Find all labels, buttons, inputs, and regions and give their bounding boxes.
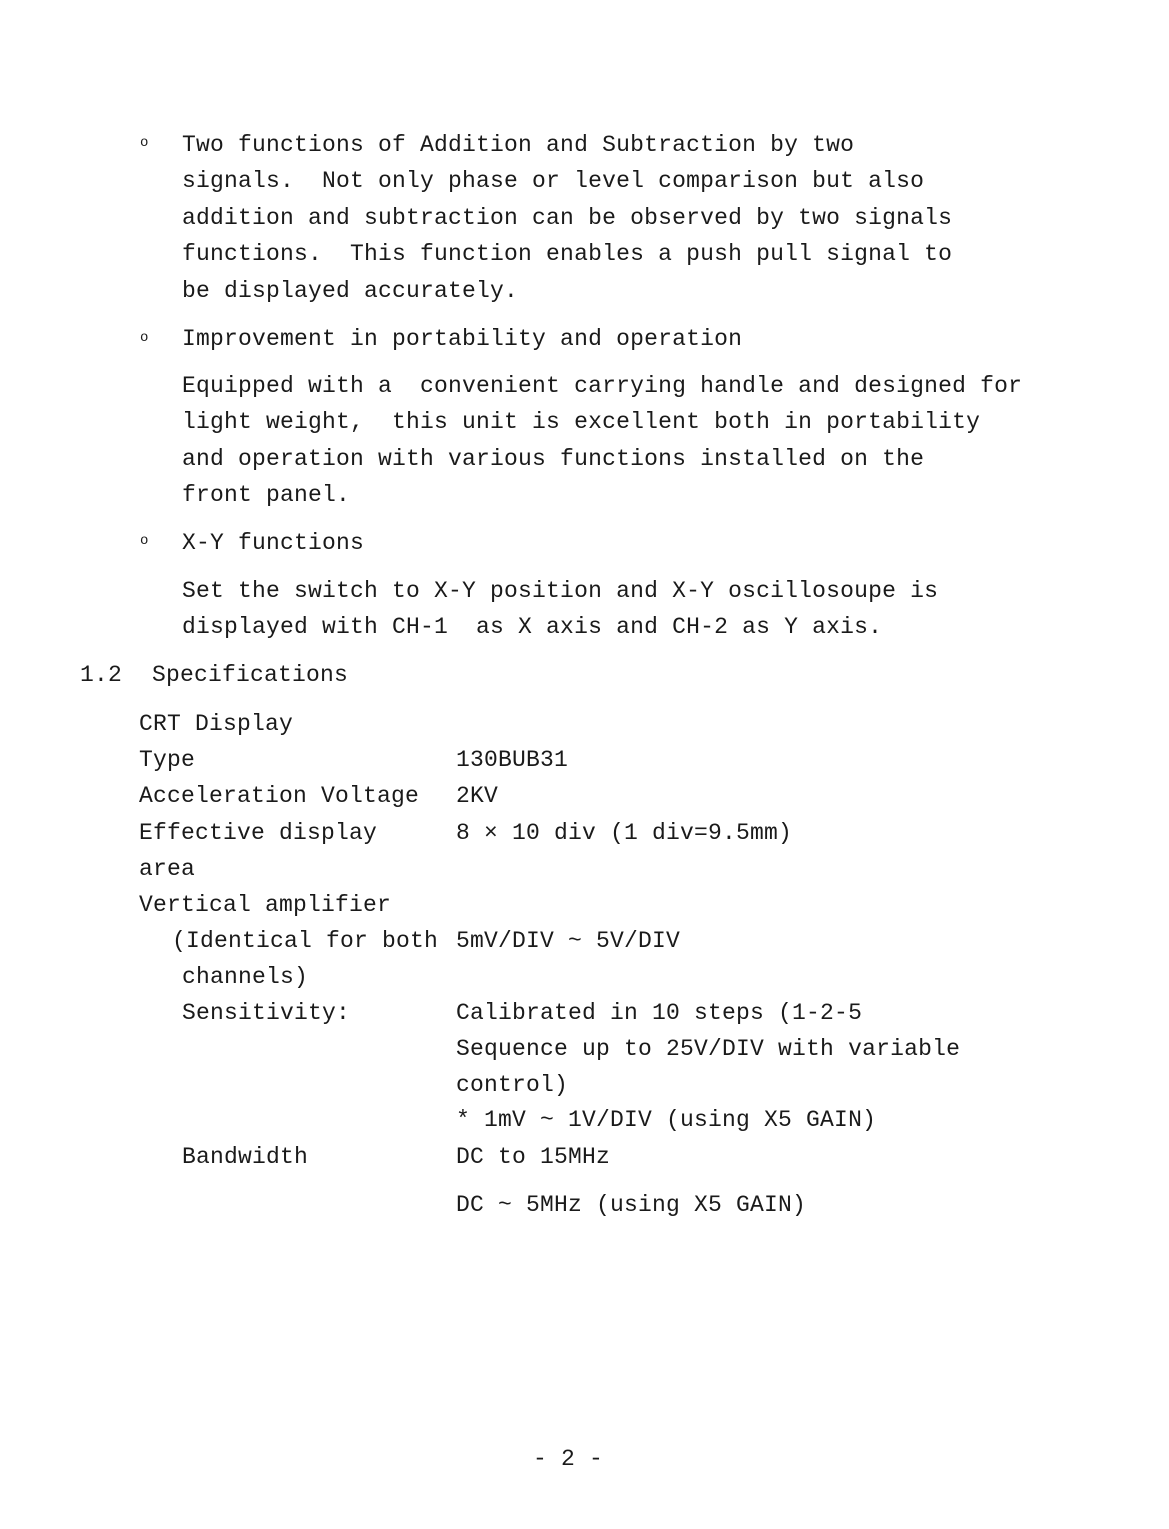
- spec-crt-heading: CRT Display: [139, 711, 294, 737]
- spec-sens-label: Sensitivity:: [182, 1000, 351, 1026]
- feature-1-line-3: addition and subtraction can be observed by two signals: [182, 205, 953, 231]
- spec-sens-line-2: Sequence up to 25V/DIV with variable: [456, 1036, 961, 1062]
- page-number: - 2 -: [533, 1446, 604, 1472]
- bullet-marker: o: [140, 135, 149, 151]
- section-number: 1.2: [80, 662, 123, 688]
- feature-1-line-1: Two functions of Addition and Subtraction by two: [182, 132, 855, 158]
- feature-1-line-4: functions. This function enables a push pull signal to: [182, 241, 953, 267]
- spec-accel-label: Acceleration Voltage: [139, 783, 420, 809]
- spec-bw-line-1: DC to 15MHz: [456, 1144, 611, 1170]
- spec-sens-line-3: control): [456, 1072, 569, 1098]
- feature-3-heading: X-Y functions: [182, 530, 365, 556]
- spec-bw-line-2: DC ~ 5MHz (using X5 GAIN): [456, 1192, 807, 1218]
- feature-3-line-1: Set the switch to X-Y position and X-Y oscillosoupe is: [182, 578, 939, 604]
- feature-2-line-4: front panel.: [182, 482, 351, 508]
- spec-type-value: 130BUB31: [456, 747, 569, 773]
- feature-3-line-2: displayed with CH-1 as X axis and CH-2 as Y axis.: [182, 614, 883, 640]
- section-title: Specifications: [152, 662, 349, 688]
- spec-vert-heading: Vertical amplifier: [139, 892, 392, 918]
- feature-2-line-1: Equipped with a convenient carrying handle and designed for: [182, 373, 1023, 399]
- feature-2-line-2: light weight, this unit is excellent both in portability: [182, 409, 981, 435]
- spec-sens-line-1: Calibrated in 10 steps (1-2-5: [456, 1000, 863, 1026]
- spec-type-label: Type: [139, 747, 196, 773]
- spec-vert-range: 5mV/DIV ~ 5V/DIV: [456, 928, 681, 954]
- bullet-marker: o: [140, 330, 149, 346]
- feature-1-line-2: signals. Not only phase or level comparison but also: [182, 168, 925, 194]
- spec-bw-label: Bandwidth: [182, 1144, 309, 1170]
- feature-2-heading: Improvement in portability and operation: [182, 326, 743, 352]
- spec-sens-line-4: * 1mV ~ 1V/DIV (using X5 GAIN): [456, 1107, 877, 1133]
- spec-vert-note-2: channels): [182, 964, 309, 990]
- feature-1-line-5: be displayed accurately.: [182, 278, 519, 304]
- spec-area-label-2: area: [139, 856, 196, 882]
- spec-area-value: 8 × 10 div (1 div=9.5mm): [456, 820, 793, 846]
- feature-2-line-3: and operation with various functions installed on the: [182, 446, 925, 472]
- spec-vert-note-1: (Identical for both: [172, 928, 439, 954]
- spec-area-label-1: Effective display: [139, 820, 378, 846]
- bullet-marker: o: [140, 533, 149, 549]
- spec-accel-value: 2KV: [456, 783, 499, 809]
